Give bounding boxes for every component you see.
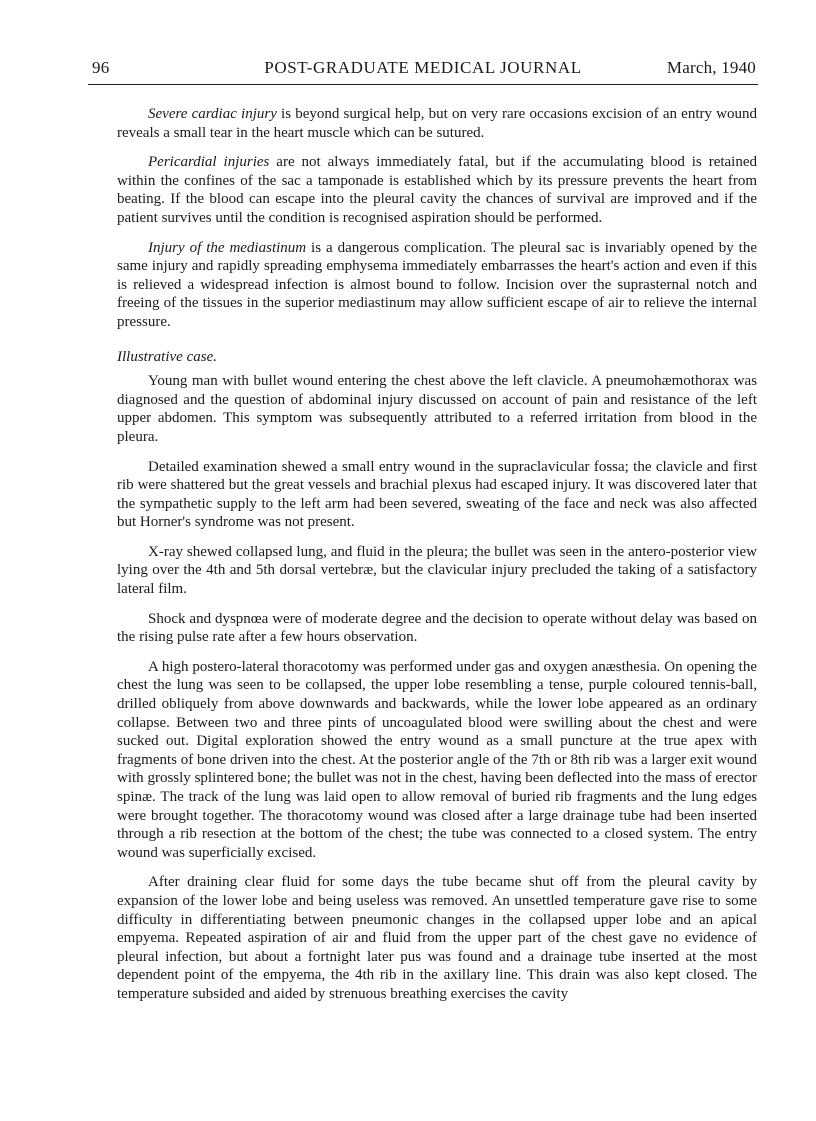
paragraph-lead: Severe cardiac injury [148,106,277,122]
case-paragraph: Young man with bullet wound entering the chest above the left clavicle. A pneumohæmothorax was diagnosed and the question of abdominal injury discussed on account of pain and resistance of the left upper abdomen. This symptom was subsequently attributed to a referred irritation from blood in the pleura. [117,373,757,445]
paragraph-pericardial-injuries [117,153,757,227]
header-rule [88,84,758,85]
running-header [88,58,758,84]
case-paragraph: Shock and dyspnœa were of moderate degree and the decision to operate without delay was based on the rising pulse rate after a few hours observation. [117,610,757,646]
case-paragraph: Detailed examination shewed a small entry wound in the supraclavicular fossa; the clavicle and first rib were shattered but the great vessels and brachial plexus had escaped injury. It was discovered later that the sympathetic supply to the left arm had been severed, sweating of the face and neck was also affected but Horner's syndrome was not present. [117,458,757,531]
paragraph-text: is a dangerous complication. The pleural sac is invariably opened by the same injury and rapidly spreading emphysema immediately embarrasses the heart's action and even if this is relieved a widespread infection is almost bound to follow. Incision over the suprasternal notch and freeing of the tissues in the superior mediastinum may allow sufficient escape of air to relieve the internal pressure. [117,239,757,330]
article-body [117,105,757,1004]
paragraph-cardiac-injury [117,105,757,142]
paragraph-lead: Pericardial injuries [148,154,270,171]
case-paragraph: After draining clear fluid for some days the tube became shut off from the pleural cavity by expansion of the lower lobe and being useless was removed. An unsettled temperature gave rise to some difficulty in differentiating between pneumonic changes in the collapsed upper lobe and an apical empyema. Repeated aspiration of air and fluid from the upper part of the chest gave no evidence of pleural infection, but about a fortnight later pus was found and a drainage tube inserted at the most dependent point of the empyema, the 4th rib in the axillary line. This drain was also kept closed. The temperature subsided and aided by strenuous breathing exercises the cavity [117,874,757,1002]
paragraph-text: is beyond surgical help, but on very rare occasions excision of an entry wound reveals a small tear in the heart muscle which can be sutured. [117,106,757,141]
case-paragraph: X-ray shewed collapsed lung, and fluid in the pleura; the bullet was seen in the antero-posterior view lying over the 4th and 5th dorsal vertebræ, but the clavicular injury precluded the taking of a satisfactory lateral film. [117,543,757,598]
paragraph-mediastinum-injury [117,239,757,332]
journal-title: POST-GRADUATE MEDICAL JOURNAL [264,58,582,77]
section-heading: Illustrative case. [117,348,217,365]
case-paragraph: A high postero-lateral thoracotomy was performed under gas and oxygen anæsthesia. On opening the chest the lung was seen to be collapsed, the upper lobe resembling a tense, purple coloured tennis-ball, drilled obliquely from above downwards and backwards, while the lower lobe appeared as an ordinary collapse. Between two and three pints of uncoagulated blood were swilling about the chest and were sucked out. Digital exploration showed the entry wound as a small puncture at the true apex with fragments of bone driven into the chest. At the posterior angle of the 7th or 8th rib was a larger exit wound with grossly splintered bone; the bullet was not in the chest, having been deflected into the mass of erector spinæ. The track of the lung was laid open to allow removal of buried rib fragments and the lung edges were brought together. The thoracotomy wound was closed after a large drainage tube had been inserted through a rib resection at the bottom of the chest; the tube was connected to a closed system. The entry wound was superficially excised. [117,658,757,861]
paragraph-text: are not always immediately fatal, but if the accumulating blood is retained within the confines of the sac a tamponade is established which by its pressure prevents the heart from beating. If the blood can escape into the pleural cavity the chances of survival are improved and if the patient survives until the condition is recognised aspiration should be performed. [117,154,758,226]
page-number: 96 [92,58,110,77]
issue-date: March, 1940 [666,58,756,77]
paragraph-lead: Injury of the mediastinum [148,239,307,256]
